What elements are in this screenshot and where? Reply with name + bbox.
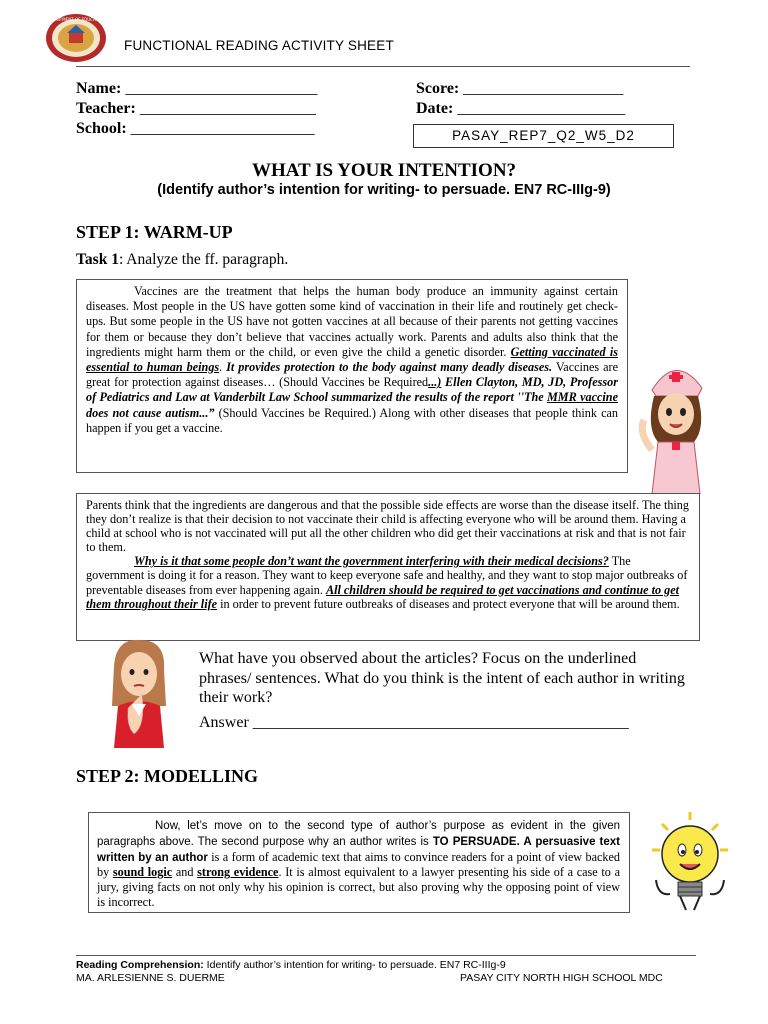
- p1-bold-2: Ellen Clayton, MD, JD, Professor of Pediatrics and Law at Vanderbilt Law School summarized the results of the report ''The: [86, 375, 618, 405]
- answer-label: Answer: [199, 714, 249, 731]
- step2-heading: STEP 2: MODELLING: [76, 766, 259, 786]
- footer-label: Reading Comprehension:: [76, 959, 204, 971]
- p2-text-a: Parents think that the ingredients are dangerous and that the possible side effects are worse than the disease itself. The thing they don’t realize is that their decision to not vaccinate their child is affecting everyone who will be around them. Having a child at school who is not vaccinated will put all the other children who did get their vaccinations at risk and that is not fair to them.: [86, 498, 689, 555]
- p1-text-d: (Should Vaccines be Required.) Along with other diseases that people think can happen if you get a vaccine.: [86, 405, 618, 435]
- answer-blank[interactable]: _______________________________________________: [252, 714, 629, 731]
- sheet-title: FUNCTIONAL READING ACTIVITY SHEET: [124, 38, 394, 53]
- p1-bold-3: does not cause autism...”: [86, 405, 215, 420]
- p1-underline-1: Getting vaccinated is essential to human beings: [86, 344, 618, 375]
- header-rule: [76, 66, 690, 67]
- mod-text-d: . It is almost equivalent to a lawyer presenting his side of a case to a jury, giving facts on not only why his opinion is correct, but also proving why the opposing point of view is incorrect.: [97, 865, 620, 909]
- p1-text-a: Vaccines are the treatment that helps the human body produce an immunity against certain diseases. Most people in the US have gotten some kind of vaccination in their life and routinely get check-ups. But some people in the US have not gotten vaccines at all because of their parents not getting vaccines for them or because they don’t believe that vaccines actually work. Parents and adults also think that the ingredients might harm them or the child, or even give the child a genetic disorder.: [86, 284, 618, 359]
- footer-text: Identify author’s intention for writing- to persuade. EN7 RC-IIIg-9: [203, 959, 506, 971]
- name-blank[interactable]: ________________________: [125, 80, 318, 97]
- mod-underline-2: strong evidence: [197, 865, 279, 880]
- modelling-paragraph: [89, 813, 629, 910]
- score-label: Score:: [416, 80, 460, 97]
- p1-underline-3: MMR vaccine: [546, 390, 618, 405]
- reflection-question: What have you observed about the articles? Focus on the underlined phrases/ sentences. What do you think is the intent of each author in writing their work?: [199, 650, 685, 706]
- date-label: Date:: [416, 100, 454, 117]
- paragraph-2: [77, 494, 699, 611]
- deped-seal: [45, 13, 107, 63]
- teacher-field: [76, 100, 316, 118]
- school-blank[interactable]: _______________________: [130, 120, 315, 137]
- task1-label: Task 1: [76, 251, 119, 268]
- name-field: [76, 80, 317, 98]
- footer-school: PASAY CITY NORTH HIGH SCHOOL MDC: [460, 972, 663, 984]
- teacher-blank[interactable]: ______________________: [139, 100, 316, 117]
- sub-title: (Identify author’s intention for writing- to persuade. EN7 RC-IIIg-9): [157, 182, 611, 198]
- p1-text-c: Vaccines are great for protection against diseases… (Should Vaccines be Required: [86, 360, 618, 390]
- paragraph-1: [77, 280, 627, 436]
- date-field: [416, 100, 625, 118]
- modelling-box: [88, 812, 630, 913]
- footer-rule: [76, 955, 696, 956]
- school-label: School:: [76, 120, 127, 137]
- p2-text-c: in order to prevent future outbreaks of diseases and protect everyone that will be around them.: [217, 596, 680, 611]
- paragraph-box-2: [76, 493, 700, 641]
- score-field: [416, 80, 623, 98]
- step1-heading: STEP 1: WARM-UP: [76, 222, 233, 242]
- p2-underline-1: Why is it that some people don’t want the government interfering with their medical decisions?: [134, 554, 609, 569]
- mod-bold-1: TO PERSUADE. A persuasive text written by an author: [97, 835, 620, 864]
- teacher-label: Teacher:: [76, 100, 136, 117]
- mod-text-c: and: [172, 865, 198, 880]
- code-box: PASAY_REP7_Q2_W5_D2: [413, 124, 674, 148]
- footer-author: MA. ARLESIENNE S. DUERME: [76, 972, 225, 984]
- nurse-illustration: [636, 358, 716, 494]
- mod-text-b: is a form of academic text that aims to convince readers for a point of view backed by: [97, 849, 620, 880]
- p2-underline-2: All children should be required to get vaccinations and continue to get them throughout their life: [86, 582, 680, 611]
- score-blank[interactable]: ____________________: [463, 80, 624, 97]
- answer-line: [199, 714, 629, 732]
- p1-bold-1: It provides protection to the body against many deadly diseases.: [226, 360, 553, 375]
- name-label: Name:: [76, 80, 122, 97]
- task1: [76, 251, 288, 269]
- date-blank[interactable]: _____________________: [457, 100, 626, 117]
- p2-text-b: The government is doing it for a reason. They want to keep everyone safe and healthy, and they want to stop major outbreaks of preventable diseases from ever happening again.: [86, 554, 688, 597]
- school-field: [76, 120, 315, 138]
- task1-text: : Analyze the ff. paragraph.: [118, 251, 289, 268]
- paragraph-box-1: [76, 279, 628, 473]
- footer-competency: [76, 959, 506, 971]
- p1-underline-2: ...): [428, 375, 442, 390]
- seal-lettering: DEPARTMENT OF EDUCATION: [46, 17, 106, 22]
- lightbulb-illustration: [650, 810, 730, 916]
- mod-underline-1: sound logic: [112, 865, 173, 880]
- mod-text-a: Now, let’s move on to the second type of author’s purpose as evident in the given paragraphs above. The second purpose why an author writes is: [97, 820, 620, 848]
- main-title: WHAT IS YOUR INTENTION?: [251, 160, 517, 181]
- thinking-girl-illustration: [104, 636, 174, 748]
- p1-text-b: .: [219, 360, 227, 375]
